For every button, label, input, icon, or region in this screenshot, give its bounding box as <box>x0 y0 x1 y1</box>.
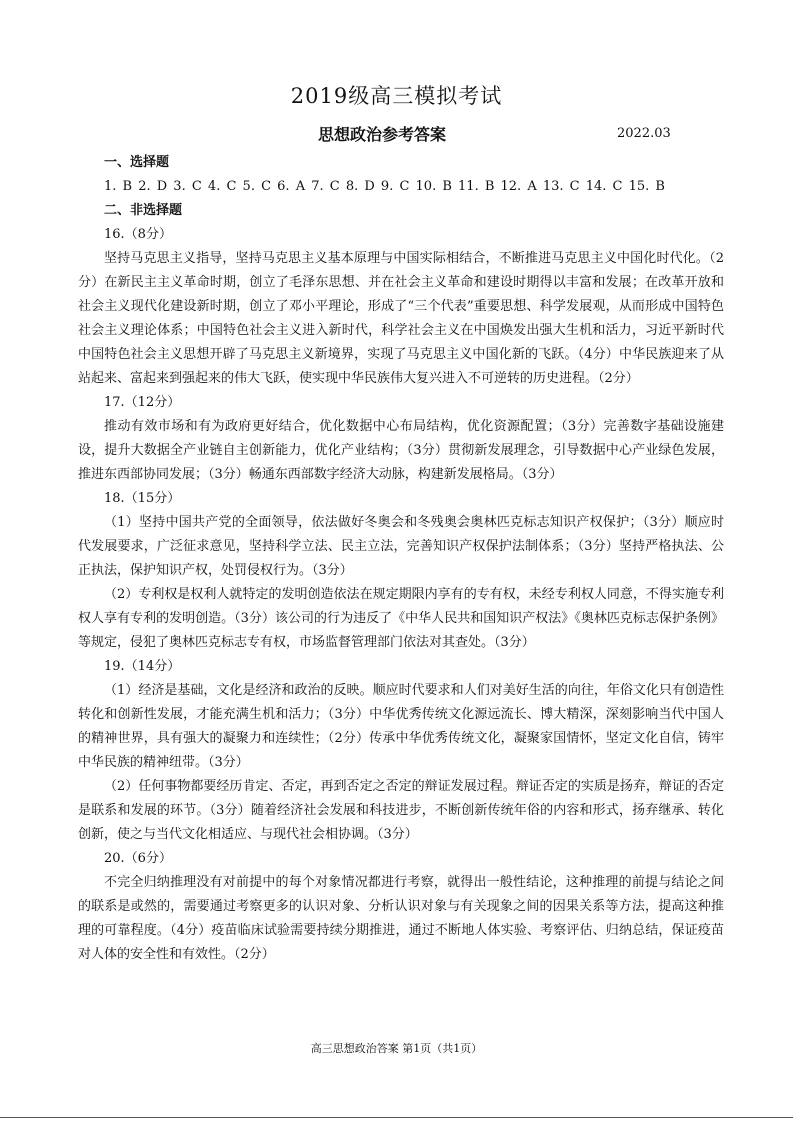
question-16-label: 16.（8分） <box>104 227 172 242</box>
question-19-part-1: （1）经济是基础，文化是经济和政治的反映。顺应时代要求和人们对美好生活的向往，年俗文化只有创造性转化和创新性发展，才能充满生机和活力；（3分）中华优秀传统文化源远流长、博大精深，深刻影响当代中国人的精神世界，具有强大的凝聚力和连续性；（2分）传承中华优秀传统文化，凝聚家国情怀，坚定文化自信，铸牢中华民族的精神纽带。（3分） <box>78 683 724 770</box>
question-16-answer: 坚持马克思主义指导，坚持马克思主义基本原理与中国实际相结合，不断推进马克思主义中国化时代化。（2分）在新民主主义革命时期，创立了毛泽东思想、并在社会主义革命和建设时期得以丰富和发展；在改革开放和社会主义现代化建设新时期，创立了邓小平理论，形成了“三个代表”重要思想、科学发展观，从而形成中国特色社会主义理论体系；中国特色社会主义进入新时代，科学社会主义在中国焕发出强大生机和活力，习近平新时代中国特色社会主义思想开辟了马克思主义新境界，实现了马克思主义中国化新的飞跃。（4分）中华民族迎来了从站起来、富起来到强起来的伟大飞跃，使实现中华民族伟大复兴进入不可逆转的历史进程。（2分） <box>78 251 724 386</box>
question-17-answer: 推动有效市场和有为政府更好结合，优化数据中心布局结构，优化资源配置；（3分）完善数字基础设施建设，提升大数据全产业链自主创新能力，优化产业结构；（3分）贯彻新发展理念，引导数据中心产业绿色发展，推进东西部协同发展；（3分）畅通东西部数字经济大动脉，构建新发展格局。（3分） <box>78 419 724 482</box>
page-footer: 高三思想政治答案 第1页（共1页） <box>310 1042 483 1055</box>
question-18-label: 18.（15分） <box>104 491 181 506</box>
question-19-part-2: （2）任何事物都要经历肯定、否定，再到否定之否定的辩证发展过程。辩证否定的实质是扬弃，辩证的否定是联系和发展的环节。（3分）随着经济社会发展和科技进步，不断创新传统年俗的内容和形式，扬弃继承、转化创新，使之与当代文化相适应、与现代社会相协调。（3分） <box>78 779 724 842</box>
answer-content <box>78 151 724 967</box>
choice-answers: 1. B 2. D 3. C 4. C 5. C 6. A 7. C 8. D 9. C 10. B 11. B 12. A 13. C 14. C 15. B <box>104 179 665 194</box>
question-20-answer: 不完全归纳推理没有对前提中的每个对象情况都进行考察，就得出一般性结论，这种推理的前提与结论之间的联系是或然的，需要通过考察更多的认识对象、分析认识对象与有关现象之间的因果关系等方法，提高这种推理的可靠程度。（4分）疫苗临床试验需要持续分期推进，通过不断地人体实验、考察评估、归纳总结，保证疫苗对人体的安全性和有效性。（2分） <box>78 875 724 962</box>
section-heading-choice: 一、选择题 <box>104 155 170 170</box>
question-19-label: 19.（14分） <box>104 659 181 674</box>
section-heading-nonchoice: 二、非选择题 <box>104 203 183 218</box>
question-18-part-1: （1）坚持中国共产党的全面领导，依法做好冬奥会和冬残奥会奥林匹克标志知识产权保护；（3分）顺应时代发展要求，广泛征求意见，坚持科学立法、民主立法，完善知识产权保护法制体系；（3分）坚持严格执法、公正执法，保护知识产权，处罚侵权行为。（3分） <box>78 515 724 578</box>
page-title: 2019级高三模拟考试 <box>290 84 503 108</box>
page-subtitle: 思想政治参考答案 <box>318 125 447 144</box>
question-20-label: 20.（6分） <box>104 851 172 866</box>
exam-date: 2022.03 <box>617 126 671 141</box>
question-18-part-2: （2）专利权是权利人就特定的发明创造依法在规定期限内享有的专有权，未经专利权人同意，不得实施专利权人享有专利的发明创造。（3分）该公司的行为违反了《中华人民共和国知识产权法》《奥林匹克标志保护条例》等规定，侵犯了奥林匹克标志专有权，市场监督管理部门依法对其查处。（3分） <box>78 587 724 650</box>
bottom-divider <box>0 1117 793 1118</box>
question-17-label: 17.（12分） <box>104 395 181 410</box>
